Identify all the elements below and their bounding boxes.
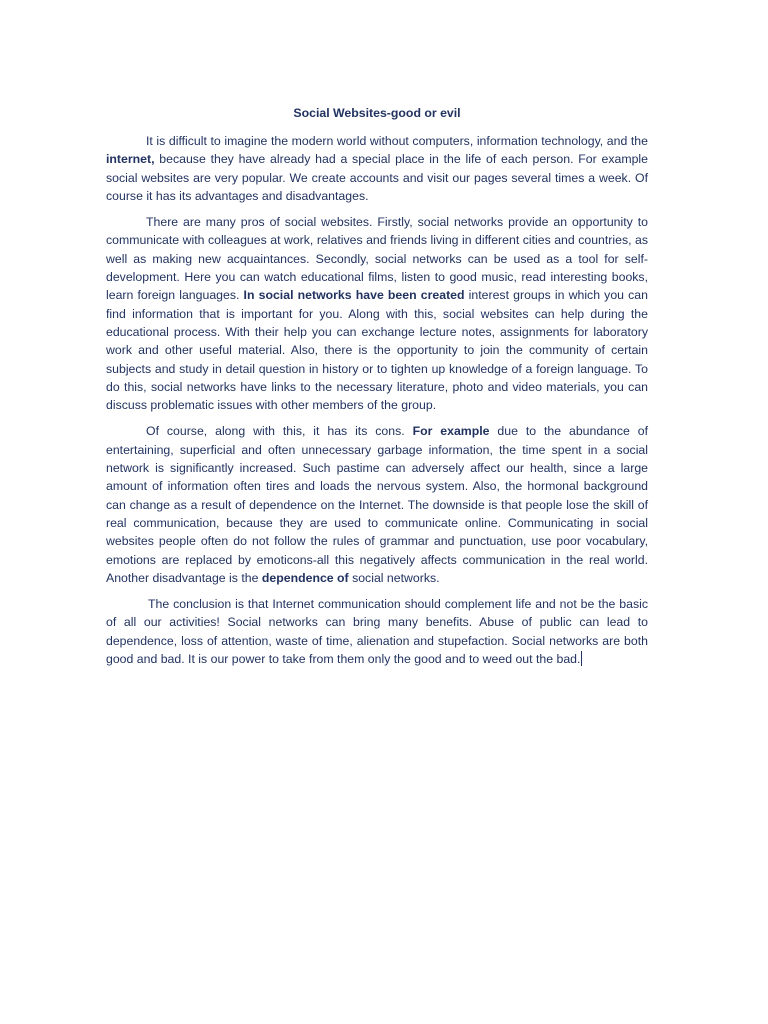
paragraph-cons-text-2: due to the abundance of entertaining, superficial and often unnecessary garbage information, the time spent in a social network is significantly increased. Such pastime can adversely affect our health, since a large amount of information often tires and loads the nervous system. Also, the hormonal background can change as a result of dependence on the Internet. The downside is that people lose the skill of real communication, because they are used to communicate online. Communicating in social websites people often do not follow the rules of grammar and punctuation, use poor vocabulary, emotions are replaced by emoticons-all this negatively affects communication in the real world. Another disadvantage is the [106, 424, 648, 585]
paragraph-cons-text-1: Of course, along with this, it has its cons. [146, 424, 413, 439]
paragraph-cons [106, 422, 648, 587]
paragraph-cons-bold-dependence: dependence of [261, 570, 349, 585]
paragraph-pros-text-1: There are many pros of social websites. Firstly, social networks provide an opportunity to communicate with colleagues at work, relatives and friends living in different cities and countries, as well as making new acquaintances. Secondly, social networks can be used as a tool for self-development. Here you can watch educational films, listen to good music, read interesting books, learn foreign languages. [106, 215, 648, 303]
document-body[interactable] [106, 104, 648, 676]
paragraph-cons-bold-for-example: For example [412, 424, 490, 439]
paragraph-intro-text-2: because they have already had a special place in the life of each person. For example social websites are very popular. We create accounts and visit our pages several times a week. Of course it has its advantages and disadvantages. [106, 152, 648, 203]
paragraph-pros-bold-phrase: In social networks have been created [243, 288, 465, 303]
document-title: Social Websites-good or evil [293, 106, 461, 120]
paragraph-conclusion-text: The conclusion is that Internet communication should complement life and not be the basic of all our activities! Social networks can bring many benefits. Abuse of public can lead to dependence, loss of attention, waste of time, alienation and stupefaction. Social networks are both good and bad. It is our power to take from them only the good and to weed out the bad. [106, 597, 648, 667]
paragraph-intro [106, 132, 648, 205]
paragraph-intro-bold-internet: internet, [106, 152, 155, 167]
paragraph-intro-text-1: It is difficult to imagine the modern world without computers, information technology, and the [146, 134, 648, 148]
text-cursor [581, 651, 582, 666]
paragraph-pros [106, 213, 648, 414]
paragraph-conclusion [106, 595, 648, 668]
paragraph-cons-text-3: social networks. [348, 570, 440, 585]
paragraph-pros-text-2: interest groups in which you can find information that is important for you. Along with this, social websites can help during the educational process. With their help you can exchange lecture notes, assignments for laboratory work and other useful material. Also, there is the opportunity to join the community of certain subjects and study in detail question in history or to tighten up knowledge of a foreign language. To do this, social networks have links to the necessary literature, photo and video materials, you can discuss problematic issues with other members of the group. [106, 288, 648, 413]
